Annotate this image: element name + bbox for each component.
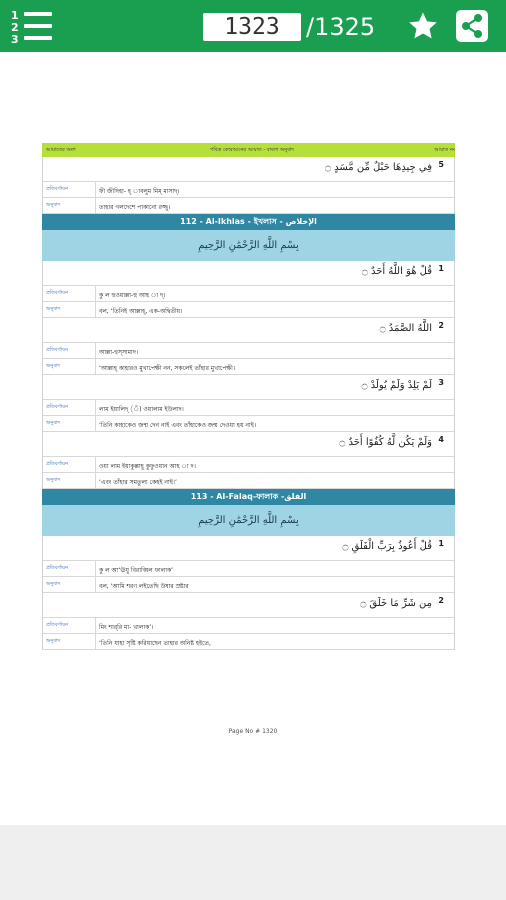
translation-row xyxy=(42,198,455,214)
table-header xyxy=(42,143,455,157)
ayah-number: 4 xyxy=(438,435,444,444)
total-pages-label: /1325 xyxy=(306,13,376,41)
translation-label: অনুবাদ xyxy=(46,363,61,369)
ayah-row xyxy=(42,261,455,286)
translation-row xyxy=(42,359,455,375)
numbered-list-icon[interactable] xyxy=(10,8,54,44)
translation-text: ‘আল্লাহ্ কাহারও মুখাপেক্ষী নন, সকলেই তাঁহার মুখাপেক্ষী। xyxy=(99,365,236,372)
ayah-row xyxy=(42,593,455,618)
transliteration-text: কু ল হুওয়াল্লা-হু আহ া দ্। xyxy=(99,292,166,299)
transliteration-text: লাম ইয়ালিদ্ (ঁ) ওয়ালাম ইউলাদ। xyxy=(99,406,184,413)
transliteration-label: প্রতিবর্ণায়ন xyxy=(46,404,69,410)
ayah-number: 2 xyxy=(438,321,444,330)
ayah-row xyxy=(42,375,455,400)
page-number-input[interactable]: 1323 xyxy=(203,13,301,41)
top-toolbar xyxy=(0,0,506,52)
transliteration-text: কু ল আ‘ঊযু বিরাব্বিল ফালাক’ xyxy=(99,567,174,574)
header-left: আয়াতের অংশ xyxy=(46,147,76,153)
transliteration-label: প্রতিবর্ণায়ন xyxy=(46,622,69,628)
transliteration-text: ওয়া লাম ইয়াকুল্লাহূ কুফুওয়ান আহ া দ। xyxy=(99,463,196,470)
bismillah: بِسْمِ اللَّهِ الرَّحْمَٰنِ الرَّحِيمِ xyxy=(42,230,455,261)
translation-label: অনুবাদ xyxy=(46,202,61,208)
transliteration-row xyxy=(42,182,455,198)
arabic-text: فِي جِيدِهَا حَبْلٌ مِّن مَّسَدٍ ۝ xyxy=(325,162,432,173)
translation-label: অনুবাদ xyxy=(46,638,61,644)
transliteration-label: প্রতিবর্ণায়ন xyxy=(46,461,69,467)
svg-text:2: 2 xyxy=(11,21,19,34)
transliteration-label: প্রতিবর্ণায়ন xyxy=(46,347,69,353)
transliteration-row xyxy=(42,618,455,634)
ayah-number: 2 xyxy=(438,596,444,605)
transliteration-row xyxy=(42,561,455,577)
arabic-text: قُلْ أَعُوذُ بِرَبِّ الْفَلَقِ ۝ xyxy=(342,541,432,552)
header-center: পবিত্র কোরআনের আয়াত - বাংলা অনুবাদ xyxy=(210,147,295,153)
ayah-number: 1 xyxy=(438,539,444,548)
quran-page-document xyxy=(42,143,455,650)
translation-text: ‘তিনি যাহা সৃষ্টি করিয়াছেন তাহার অনিষ্ট হইতে, xyxy=(99,640,211,647)
arabic-text: قُلْ هُوَ اللَّهُ أَحَدٌ ۝ xyxy=(361,266,432,277)
surah-title: 112 - Al-Ikhlas - ইখলাস - الإخلاص xyxy=(42,214,455,230)
transliteration-row xyxy=(42,286,455,302)
translation-label: অনুবাদ xyxy=(46,581,61,587)
translation-row xyxy=(42,473,455,489)
ayah-number: 5 xyxy=(438,160,444,169)
transliteration-label: প্রতিবর্ণায়ন xyxy=(46,290,69,296)
ayah-number: 1 xyxy=(438,264,444,273)
transliteration-text: ফী জীদিহা- হ্ াবলুম মিম্ মাসাদ্। xyxy=(99,188,180,195)
ayah-number: 3 xyxy=(438,378,444,387)
ayah-row xyxy=(42,536,455,561)
star-icon[interactable] xyxy=(406,9,440,43)
arabic-text: لَمْ يَلِدْ وَلَمْ يُولَدْ ۝ xyxy=(361,380,432,391)
translation-row xyxy=(42,302,455,318)
bismillah: بِسْمِ اللَّهِ الرَّحْمَٰنِ الرَّحِيمِ xyxy=(42,505,455,536)
bottom-area xyxy=(0,825,506,900)
transliteration-text: মিং শার্‌রি মা- খালাক’। xyxy=(99,624,154,631)
transliteration-label: প্রতিবর্ণায়ন xyxy=(46,186,69,192)
translation-row xyxy=(42,577,455,593)
translation-row xyxy=(42,634,455,650)
page-footer: Page No # 1320 xyxy=(228,728,278,735)
arabic-text: وَلَمْ يَكُن لَّهُ كُفُوًا أَحَدٌ ۝ xyxy=(339,437,432,448)
transliteration-row xyxy=(42,400,455,416)
translation-label: অনুবাদ xyxy=(46,420,61,426)
svg-text:3: 3 xyxy=(11,33,19,44)
translation-text: তাহার গলদেশে পাকানো রজ্জু। xyxy=(99,204,171,211)
svg-text:1: 1 xyxy=(11,9,19,22)
translation-label: অনুবাদ xyxy=(46,477,61,483)
surah-title: 113 - Al-Falaq-ফালাক -الفلق xyxy=(42,489,455,505)
ayah-row xyxy=(42,432,455,457)
header-right: আয়াত নং xyxy=(434,147,455,153)
translation-label: অনুবাদ xyxy=(46,306,61,312)
transliteration-row xyxy=(42,457,455,473)
translation-text: ‘এবং তাঁহার সমতুল্য কেহই নাই।’ xyxy=(99,479,177,486)
transliteration-text: আল্লা-হুস্সামাদ। xyxy=(99,349,139,356)
arabic-text: اللَّهُ الصَّمَدُ ۝ xyxy=(379,323,432,334)
ayah-row xyxy=(42,157,455,182)
share-icon[interactable] xyxy=(455,9,489,43)
ayah-row xyxy=(42,318,455,343)
translation-row xyxy=(42,416,455,432)
translation-text: বল, ‘তিনিই আল্লাহ্, এক-অদ্বিতীয়। xyxy=(99,308,183,315)
translation-text: ‘তিনি কাহাকেও জন্ম দেন নাই এবং তাঁহাকেও জন্ম দেওয়া হয় নাই। xyxy=(99,422,256,429)
transliteration-row xyxy=(42,343,455,359)
arabic-text: مِن شَرِّ مَا خَلَقَ ۝ xyxy=(360,598,432,609)
transliteration-label: প্রতিবর্ণায়ন xyxy=(46,565,69,571)
translation-text: বল, ‘আমি শরণ লইতেছি উষার স্রষ্টার xyxy=(99,583,189,590)
